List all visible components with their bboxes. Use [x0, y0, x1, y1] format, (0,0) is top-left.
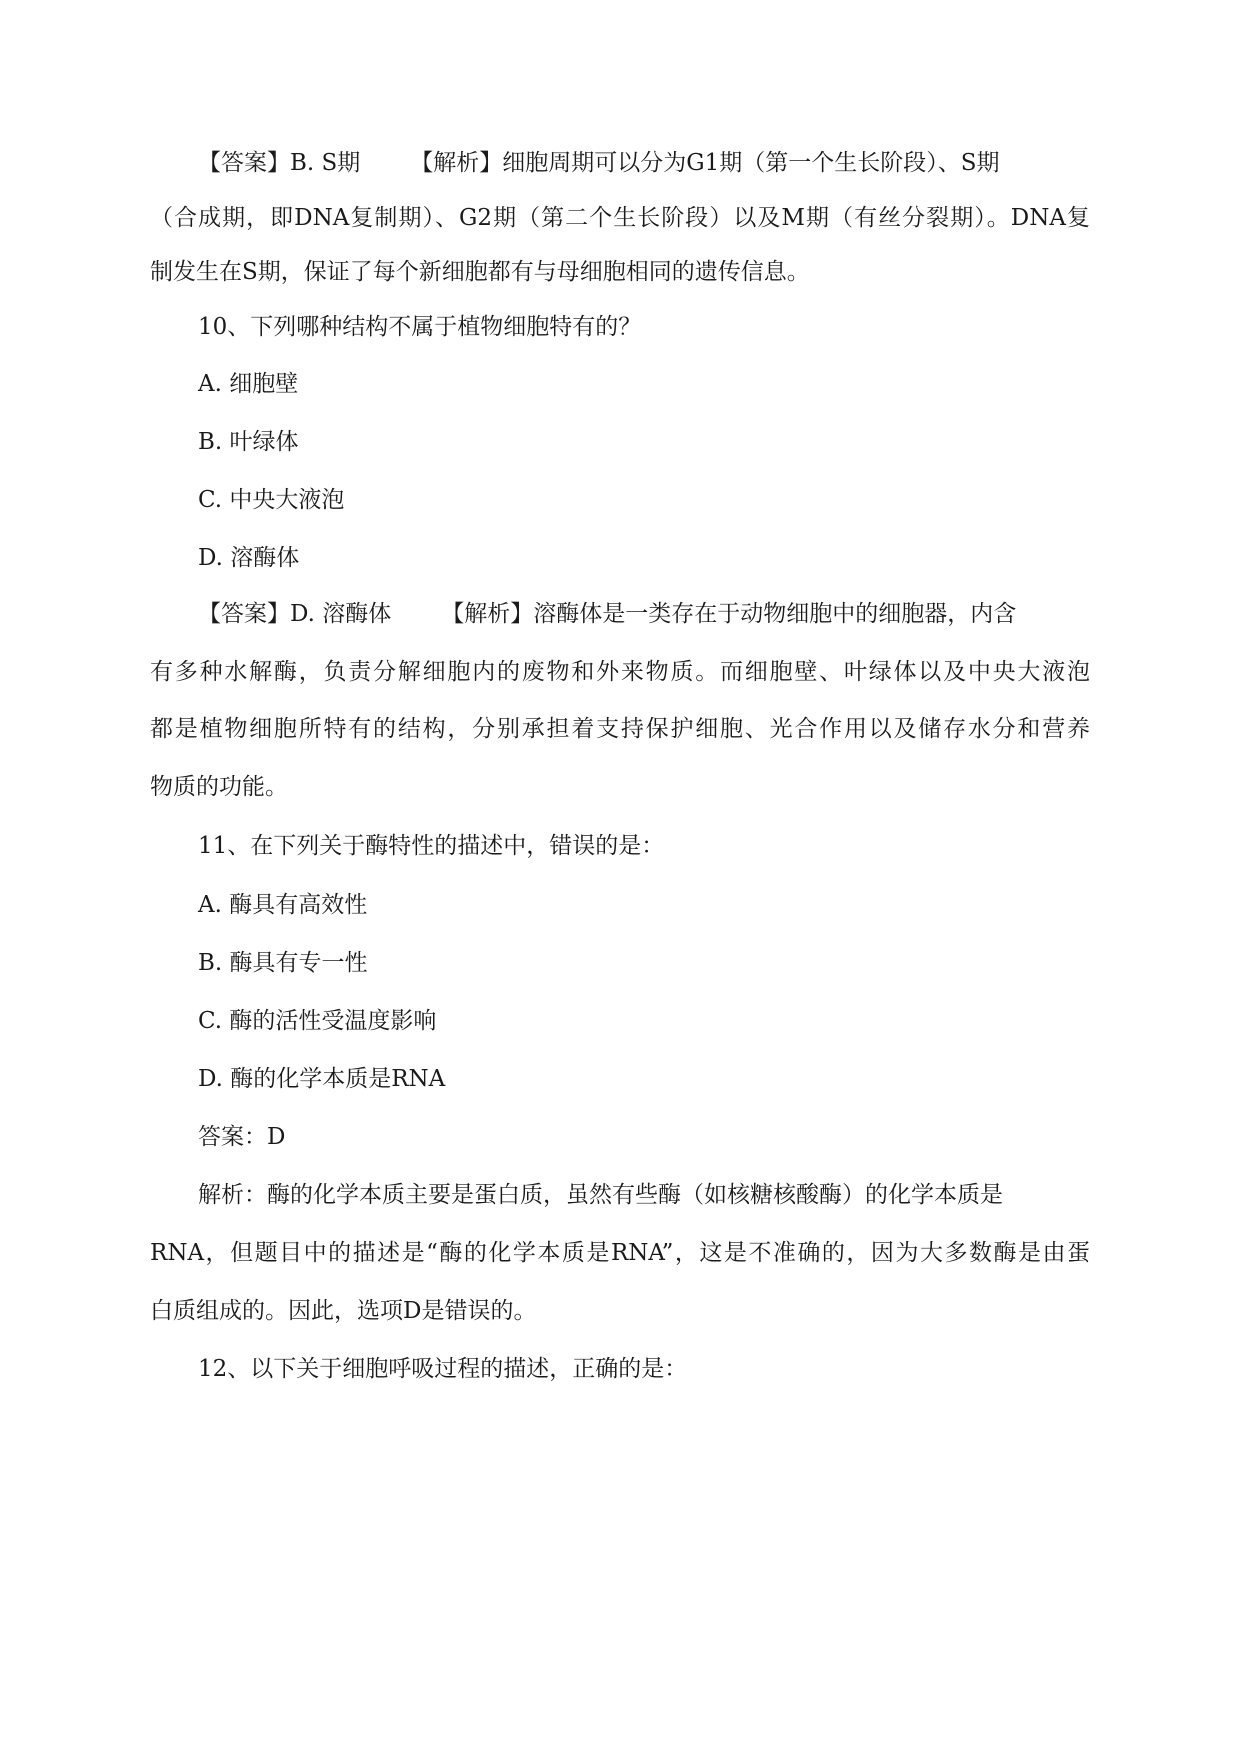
q10-answer-label: 【答案】D. 溶酶体 [198, 601, 392, 627]
q10-analysis-line-2: 有多种水解酶，负责分解细胞内的废物和外来物质。而细胞壁、叶绿体以及中央大液泡 [150, 659, 1090, 685]
q10-analysis-line-3: 都是植物细胞所特有的结构，分别承担着支持保护细胞、光合作用以及储存水分和营养 [150, 716, 1090, 742]
q12-question: 12、以下关于细胞呼吸过程的描述，正确的是： [198, 1356, 688, 1382]
q10-analysis-line-4: 物质的功能。 [150, 774, 288, 800]
q10-question: 10、下列哪种结构不属于植物细胞特有的？ [198, 314, 642, 340]
q11-analysis-line-1: 解析：酶的化学本质主要是蛋白质，虽然有些酶（如核糖核酸酶）的化学本质是 [198, 1182, 1003, 1208]
q11-option-a: A. 酶具有高效性 [198, 892, 368, 918]
q11-question: 11、在下列关于酶特性的描述中，错误的是： [198, 833, 665, 859]
q11-option-c: C. 酶的活性受温度影响 [198, 1008, 437, 1034]
q10-analysis-line-1: 【解析】溶酶体是一类存在于动物细胞中的细胞器，内含 [441, 601, 1017, 627]
q10-answer-line [198, 599, 1138, 631]
q9-analysis-line-3: 制发生在S期，保证了每个新细胞都有与母细胞相同的遗传信息。 [150, 259, 810, 285]
q9-answer-label: 【答案】B. S期 [198, 150, 361, 176]
q9-analysis-line-1: 【解析】细胞周期可以分为G1期（第一个生长阶段）、S期 [410, 150, 1000, 176]
q11-option-b: B. 酶具有专一性 [198, 950, 368, 976]
q9-answer-line [198, 148, 1138, 180]
q10-option-b: B. 叶绿体 [198, 429, 299, 455]
q11-analysis-line-2: RNA，但题目中的描述是“酶的化学本质是RNA”，这是不准确的，因为大多数酶是由蛋 [150, 1240, 1090, 1266]
q11-analysis-line-3: 白质组成的。因此，选项D是错误的。 [150, 1298, 537, 1324]
q11-option-d: D. 酶的化学本质是RNA [198, 1066, 446, 1092]
q9-analysis-line-2: （合成期，即DNA复制期）、G2期（第二个生长阶段）以及M期（有丝分裂期）。DNA复 [150, 205, 1090, 231]
q10-option-c: C. 中央大液泡 [198, 487, 345, 513]
q10-option-d: D. 溶酶体 [198, 545, 300, 571]
q11-answer: 答案：D [198, 1124, 286, 1150]
q10-option-a: A. 细胞壁 [198, 371, 299, 397]
